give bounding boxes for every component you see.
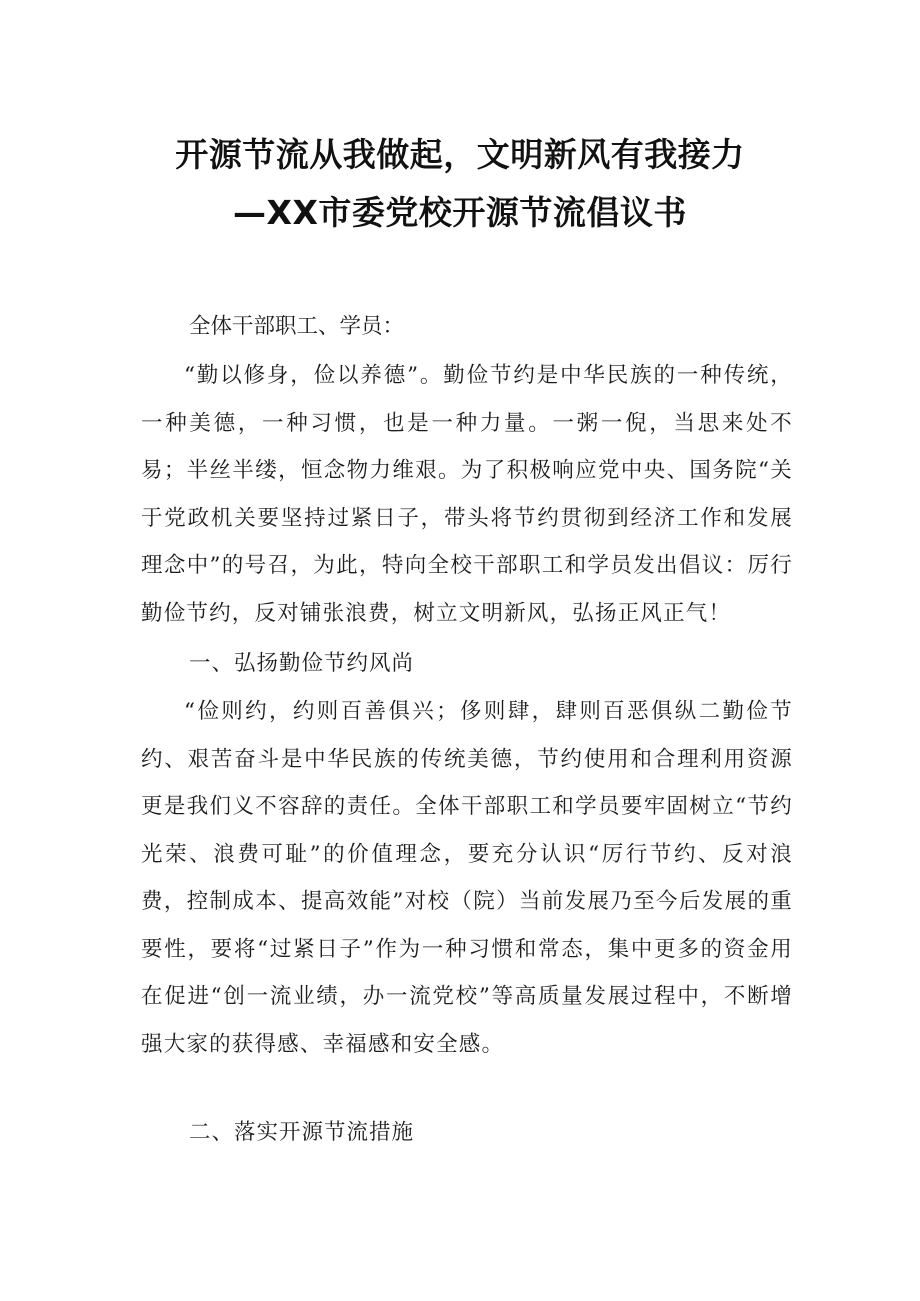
paragraph-section-1: “俭则约，约则百善俱兴；侈则肆，肆则百恶俱纵二勤俭节约、艰苦奋斗是中华民族的传统美德，节约使用和合理利用资源更是我们义不容辞的责任。全体干部职工和学员要牢固树立“节约光荣、浪费可耻”的价值理念，要充分认识“厉行节约、反对浪费，控制成本、提高效能”对校（院）当前发展乃至今后发展的重要性，要将“过紧日子”作为一种习惯和常态，集中更多的资金用在促进“创一流业绩，办一流党校”等高质量发展过程中，不断增强大家的获得感、幸福感和安全感。 xyxy=(141,699,793,1057)
document-subtitle: —XX市委党校开源节流倡议书 xyxy=(233,193,687,232)
paragraph-intro: “勤以修身，俭以养德”。勤俭节约是中华民族的一种传统，一种美德，一种习惯，也是一种力量。一粥一倪，当思来处不易；半丝半缕，恒念物力维艰。为了积极响应党中央、国务院“关于党政机关要坚持过紧日子，带头将节约贯彻到经济工作和发展理念中”的号召，为此，特向全校干部职工和学员发出倡议：厉行勤俭节约，反对铺张浪费，树立文明新风，弘扬正风正气！ xyxy=(141,363,793,626)
salutation: 全体干部职工、学员： xyxy=(189,314,405,339)
section-heading-1: 一、弘扬勤俭节约风尚 xyxy=(189,651,415,676)
document-title: 开源节流从我做起，文明新风有我接力 xyxy=(175,135,745,174)
section-heading-2: 二、落实开源节流措施 xyxy=(189,1120,415,1145)
